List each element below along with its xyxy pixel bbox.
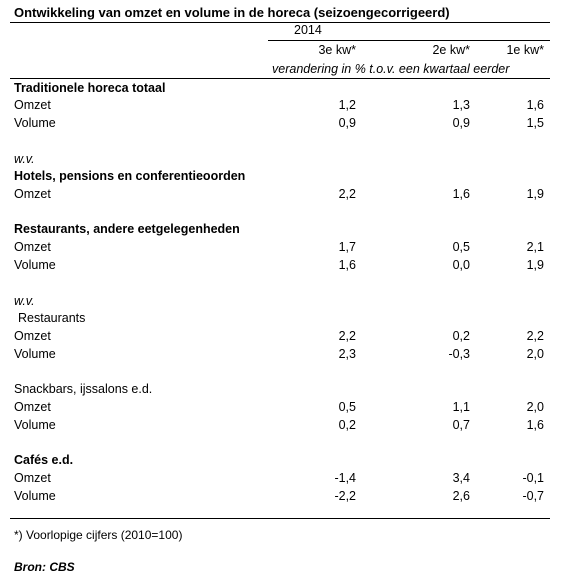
table-cell: 2,2 (338, 329, 356, 343)
table-cell: 0,9 (338, 116, 356, 130)
section-heading (14, 453, 554, 470)
source-note: Bron: CBS (14, 560, 75, 574)
row-label: Omzet (14, 98, 51, 112)
row-label: Volume (14, 418, 56, 432)
table-cell: 1,7 (338, 240, 356, 254)
table-row (14, 329, 554, 346)
table-cell: 1,6 (452, 187, 470, 201)
table-cell: -0,7 (522, 489, 544, 503)
table-cell: 2,2 (526, 329, 544, 343)
row-label: Omzet (14, 240, 51, 254)
table-row (14, 418, 554, 435)
row-label: Restaurants (18, 311, 86, 325)
section-heading (14, 222, 554, 239)
row-label: Volume (14, 489, 56, 503)
table-cell: 0,5 (452, 240, 470, 254)
table-row (14, 187, 554, 204)
row-label: Volume (14, 347, 56, 361)
year-header: 2014 (294, 23, 322, 37)
table-cell: 2,1 (526, 240, 544, 254)
table-cell: 2,3 (338, 347, 356, 361)
table-cell: 1,9 (526, 258, 544, 272)
table-cell: 1,2 (338, 98, 356, 112)
table-cell: 0,2 (452, 329, 470, 343)
row-label: w.v. (14, 152, 35, 166)
table-cell: 1,6 (526, 418, 544, 432)
table-cell: 0,2 (338, 418, 356, 432)
table-row (14, 471, 554, 488)
row-label: Snackbars, ijssalons e.d. (14, 382, 153, 396)
table-cell: 2,0 (526, 400, 544, 414)
table-row (14, 258, 554, 275)
row-label: Traditionele horeca totaal (14, 81, 166, 95)
header-rule (10, 78, 550, 79)
table-cell: 2,2 (338, 187, 356, 201)
table-row (14, 98, 554, 115)
section-heading (14, 382, 554, 399)
table-row (14, 489, 554, 506)
column-header-2e-kw: 2e kw* (432, 43, 470, 57)
table-cell: 0,7 (452, 418, 470, 432)
row-label: w.v. (14, 294, 35, 308)
table-cell: -0,1 (522, 471, 544, 485)
table-cell: 1,6 (338, 258, 356, 272)
row-label: Omzet (14, 187, 51, 201)
column-header-1e-kw: 1e kw* (506, 43, 544, 57)
table-cell: 1,3 (452, 98, 470, 112)
bottom-rule (10, 518, 550, 519)
unit-note: verandering in % t.o.v. een kwartaal eerder (272, 62, 510, 76)
table-cell: 1,6 (526, 98, 544, 112)
table-cell: 2,6 (452, 489, 470, 503)
row-label: Hotels, pensions en conferentieoorden (14, 169, 246, 183)
column-header-3e-kw: 3e kw* (318, 43, 356, 57)
table-cell: -1,4 (334, 471, 356, 485)
section-heading (14, 294, 554, 311)
table-cell: 1,5 (526, 116, 544, 130)
table-title: Ontwikkeling van omzet en volume in de horeca (seizoengecorrigeerd) (14, 5, 450, 20)
table-cell: 1,1 (452, 400, 470, 414)
row-label: Restaurants, andere eetgelegenheden (14, 222, 240, 236)
table-row (14, 400, 554, 417)
year-rule (268, 40, 550, 41)
section-heading (14, 152, 554, 169)
section-heading (14, 169, 554, 186)
table-row (14, 347, 554, 364)
table-cell: 0,0 (452, 258, 470, 272)
table-cell: 0,9 (452, 116, 470, 130)
table-cell: 2,0 (526, 347, 544, 361)
row-label: Omzet (14, 329, 51, 343)
table-row (14, 240, 554, 257)
row-label: Cafés e.d. (14, 453, 74, 467)
row-label: Omzet (14, 471, 51, 485)
row-label: Volume (14, 116, 56, 130)
table-cell: 0,5 (338, 400, 356, 414)
footnote: *) Voorlopige cijfers (2010=100) (14, 528, 183, 542)
table-cell: -0,3 (448, 347, 470, 361)
table-row (14, 116, 554, 133)
table-cell: 3,4 (452, 471, 470, 485)
section-heading (14, 81, 554, 98)
table-cell: -2,2 (334, 489, 356, 503)
row-label: Volume (14, 258, 56, 272)
row-label: Omzet (14, 400, 51, 414)
table-cell: 1,9 (526, 187, 544, 201)
title-rule (10, 22, 550, 23)
section-heading (14, 311, 554, 328)
